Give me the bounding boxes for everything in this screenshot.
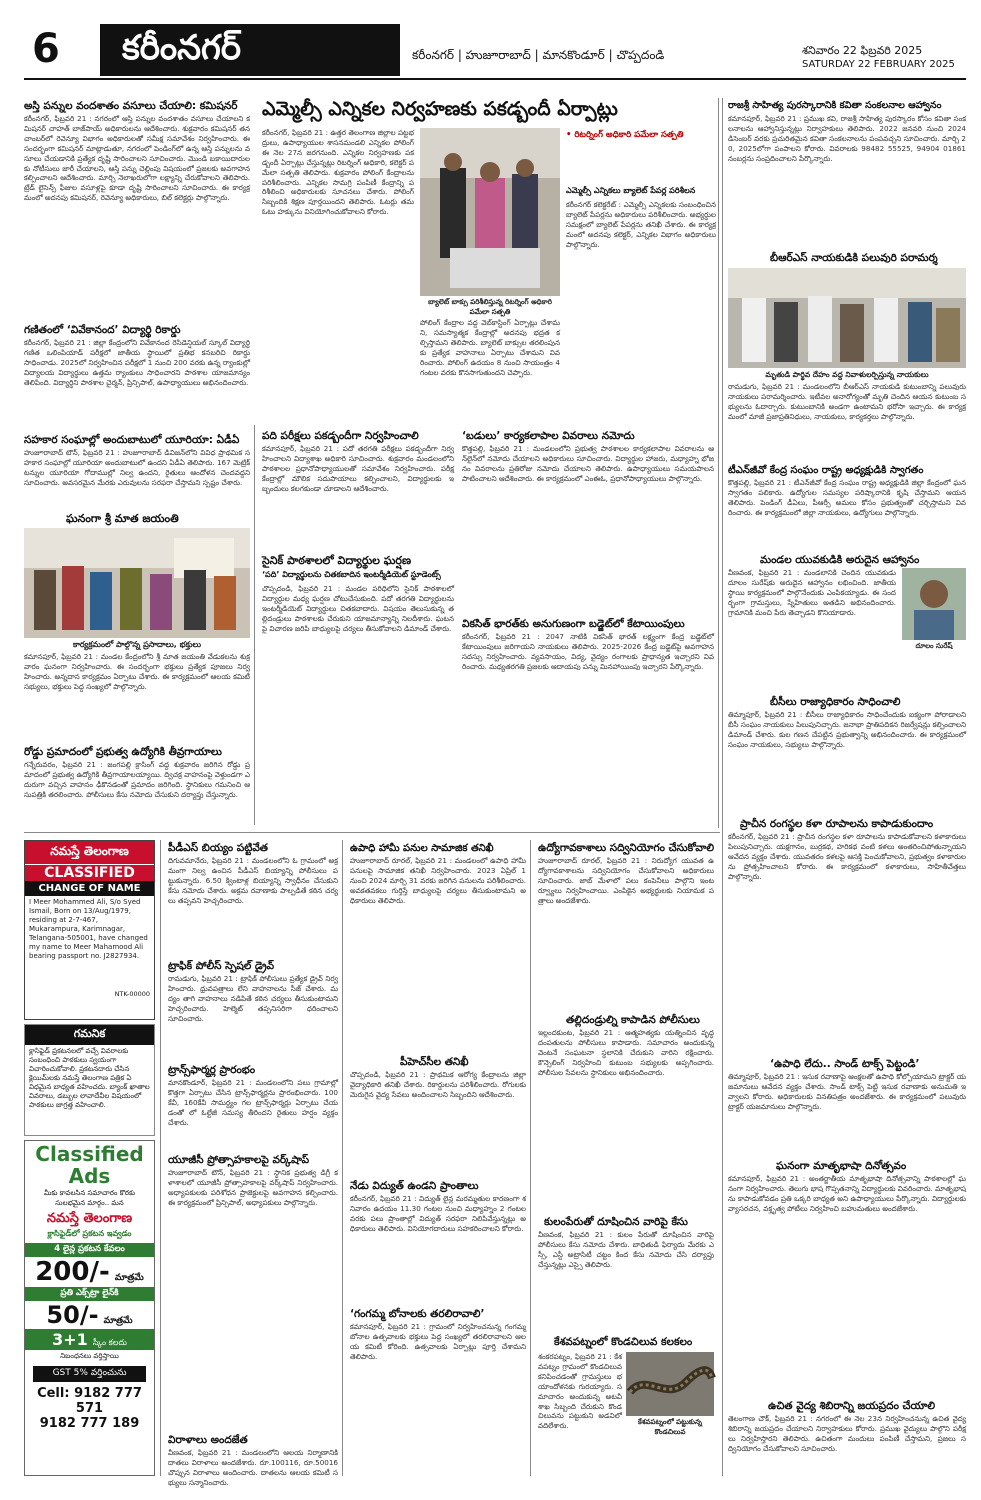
headline: బీసీలు రాజ్యాధికారం సాధించాలి (770, 696, 901, 708)
section-divider (24, 832, 720, 833)
event-photo (24, 528, 250, 638)
contact-phone-1: Cell: 9182 777 571 (37, 1386, 142, 1416)
date-box (802, 44, 955, 72)
promo-title: Classified Ads (35, 1142, 144, 1188)
article-body: కమానపూర్, ఫిబ్రవరి 21 : మండల కేంద్రంలోని శ్రీ మాత జయంతి వేడుకలను శుక్రవారం ఘనంగా నిర్వహించారు. ఈ సందర్భంగా భక్తులు ప్రత్యేక పూజలు నిర్వహించారు. అన్నదాన కార్యక్రమం ఏర్పాటు చేశారు. ఈ కార్యక్రమంలో ఆలయ కమిటీ సభ్యులు, భక్తులు పెద్ద సంఖ్యలో పాల్గొన్నారు. (24, 652, 250, 691)
event-photo-svg (24, 528, 250, 638)
headline: ట్రాఫిక్ పోలీస్ స్పెషల్ డ్రైవ్ (168, 960, 275, 972)
lead-headline: ఎమ్మెల్సీ ఎన్నికల నిర్వహణకు పకడ్బందీ ఏర్పాట్లు (262, 98, 618, 120)
promo-brand: నమస్తే తెలంగాణ (46, 1211, 133, 1226)
article-body: కొత్తపల్లి, ఫిబ్రవరి 21 : టీఎన్‌జీవో కేంద్ర సంఘం రాష్ట్ర అధ్యక్షుడికి జిల్లా కేంద్రంలో ఘన స్వాగతం పలికారు. ఉద్యోగుల సమస్యల పరిష్కారానికి కృషి చేస్తామని ఆయన తెలిపారు. పెండింగ్ డీఏలు, పీఆర్సీ అమలు కోసం ప్రభుత్వంతో చర్చిస్తామని వివరించారు. ఈ కార్యక్రమంలో జిల్లా నాయకులు, ఉద్యోగులు పాల్గొన్నారు. (728, 478, 966, 517)
headline: రోడ్డు ప్రమాదంలో ప్రభుత్వ ఉద్యోగికి తీవ్రగాయాలు (24, 746, 222, 758)
contact-phone-2: 9182 777 189 (39, 1416, 140, 1431)
date-english: SATURDAY 22 FEBRUARY 2025 (802, 59, 955, 70)
ad-body: I Meer Mohammed Ali, S/o Syed Ismail, Born on 13/Aug/1979, residing at 2-7-467, Mukarampura, Karimnagar, Telangana-505001, have changed my name to Meer Mahamood Ali bearing passport no. J2827934. (29, 898, 148, 960)
portrait-photo-svg (902, 568, 966, 640)
python-photo (626, 1352, 714, 1416)
article-body: వీణవంక, ఫిబ్రవరి 21 : మండలానికి చెందిన యువకుడు దూలం సురేష్‌కు అరుదైన ఆహ్వానం లభించింది. జాతీయ స్థాయి కార్యక్రమంలో పాల్గొనేందుకు ఎంపికయ్యాడు. ఈ సందర్భంగా గ్రామస్తులు, స్నేహితులు అతడిని అభినందించారు. గ్రామానికి మంచి పేరు తెచ్చాడని కొనియాడారు. (728, 568, 896, 617)
date-telugu: శనివారం 22 ఫిబ్రవరి 2025 (802, 44, 923, 57)
lead-body: కరీంనగర్, ఫిబ్రవరి 21 : ఉత్తర తెలంగాణ జిల్లాల పట్టభద్రులు, ఉపాధ్యాయుల శాసనమండలి ఎన్నికల పోలింగ్ ఈ నెల 27న జరగనుంది. ఎన్నికల నిర్వహణకు పకడ్బందీ ఏర్పాట్లు చేస్తున్నట్లు రిటర్నింగ్ అధికారి, కలెక్టర్ పమేలా సత్పతి తెలిపారు. శుక్రవారం పోలింగ్ కేంద్రాలను పరిశీలించారు. ఎన్నికల సామగ్రి పంపిణీ కేంద్రాన్ని పరిశీలించి అధికారులకు సూచనలు చేశారు. పోలింగ్ సిబ్బందికి శిక్షణ పూర్తయిందని తెలిపారు. ఓటర్లు తమ ఓటు హక్కును వినియోగించుకోవాలని కోరారు. (262, 128, 414, 217)
photo-caption: మృతుడి పార్థివ దేహం వద్ద నివాళులర్పిస్తున్న నాయకులు (765, 370, 929, 379)
column-divider (718, 98, 719, 828)
column-divider (254, 425, 255, 825)
article-body: శంకరపట్నం, ఫిబ్రవరి 21 : కేశవపట్నం గ్రామంలో కొండచిలువ కనిపించడంతో గ్రామస్తులు భయాందోళనకు గురయ్యారు. సమాచారం అందుకున్న అటవీ శాఖ సిబ్బంది చేరుకుని కొండచిలువను పట్టుకుని అడవిలో వదిలేశారు. (538, 1352, 622, 1431)
lead-side-body: కరీంనగర్ కలెక్టరేట్ : ఎమ్మెల్సీ ఎన్నికలకు సంబంధించిన బ్యాలెట్ పేపర్లను అధికారులు పరిశీలించారు. అభ్యర్థుల సమక్షంలో బ్యాలెట్ పేపర్లను తనిఖీ చేశారు. ఈ కార్యక్రమంలో అదనపు కలెక్టర్, ఎన్నికల విభాగం అధికారులు పాల్గొన్నారు. (566, 200, 716, 249)
article-body: హుజూరాబాద్ టౌన్, ఫిబ్రవరి 21 : హుజూరాబాద్ డివిజన్‌లోని వివిధ ప్రాథమిక సహకార సంఘాల్లో యూరియా అందుబాటులో ఉందని ఏడీఏ తెలిపారు. 167 మెట్రిక్ టన్నుల యూరియా గోదాముల్లో నిల్వ ఉందని, రైతులు ఆందోళన చెందవద్దని సూచించారు. అవసరమైన మేరకు ఎరువులను సరఫరా చేస్తామని స్పష్టం చేశారు. (24, 448, 250, 487)
python-photo-svg (626, 1352, 714, 1416)
article-body: తిమ్మాపూర్, ఫిబ్రవరి 21 : ఇసుక రవాణాపై ఆంక్షలతో ఉపాధి కోల్పోయామని ట్రాక్టర్ యజమానులు ఆవేదన వ్యక్తం చేశారు. సాండ్ టాక్స్ పెట్టి ఇసుక రవాణాకు అనుమతి ఇవ్వాలని కోరారు. అధికారులకు వినతిపత్రం అందజేశారు. ఈ కార్యక్రమంలో పలువురు ట్రాక్టర్ యజమానులు పాల్గొన్నారు. (728, 1072, 966, 1111)
article-body: హుజూరాబాద్ టౌన్, ఫిబ్రవరి 21 : స్థానిక ప్రభుత్వ డిగ్రీ కళాశాలలో యూజీసీ ప్రోత్సాహకాలపై వర్క్‌షాప్ నిర్వహించారు. అధ్యాపకులకు పరిశోధన ప్రాజెక్టులపై అవగాహన కల్పించారు. ఈ కార్యక్రమంలో ప్రిన్సిపాల్, అధ్యాపకులు పాల్గొన్నారు. (168, 1168, 338, 1207)
promo-line1: మీకు కావలసిన సమాచారం కొరకు సులభమైన మార్గం.. మన (43, 1189, 136, 1207)
headline: కేశవపట్నంలో కొండచిలువ కలకలం (554, 1336, 693, 1348)
headline: పీడీఎస్ బియ్యం పట్టివేత (168, 842, 268, 854)
promo-line2: క్లాసిఫైడ్‌లో ప్రకటన ఇవ్వడం (47, 1229, 132, 1238)
offer1-suffix: మాత్రమే (114, 1273, 144, 1283)
headline: రాజశ్రీ సాహిత్య పురస్కారానికి కవితా సంకలనాల ఆహ్వానం (728, 100, 942, 111)
portrait-caption: దూలం సురేష్ (915, 642, 953, 650)
headline: ఘనంగా శ్రీ మాత జయంతి (66, 512, 179, 525)
gst-note: GST 5% వర్తించును (33, 1366, 146, 1382)
ad-brand: నమస్తే తెలంగాణ (25, 841, 154, 864)
ad-label: CLASSIFIED (25, 864, 154, 881)
article-body: కమానపూర్, ఫిబ్రవరి 21 : అంతర్జాతీయ మాతృభాషా దినోత్సవాన్ని పాఠశాలల్లో ఘనంగా నిర్వహించారు. తెలుగు భాష గొప్పతనాన్ని విద్యార్థులకు వివరించారు. మాతృభాషను కాపాడుకోవడం ప్రతి ఒక్కరి బాధ్యత అని ఉపాధ్యాయులు పేర్కొన్నారు. విద్యార్థులకు వ్యాసరచన, వక్తృత్వ పోటీలు నిర్వహించి బహుమతులు అందజేశారు. (728, 1174, 966, 1213)
article-body: కమానపూర్, ఫిబ్రవరి 21 : పదో తరగతి పరీక్షలు పకడ్బందీగా నిర్వహించాలని విద్యాశాఖ అధికారి సూచించారు. శుక్రవారం మండలంలోని పాఠశాలల ప్రధానోపాధ్యాయులతో సమావేశం నిర్వహించారు. పరీక్ష కేంద్రాల్లో మౌలిక సదుపాయాలు కల్పించాలని, విద్యార్థులకు ఇబ్బందులు కలగకుండా చూడాలని ఆదేశించారు. (262, 444, 454, 493)
page-number: 6 (32, 26, 60, 72)
lead-photo-svg (420, 128, 560, 296)
photo-caption: కార్యక్రమంలో పాల్గొన్న ప్రసాదాలు, భక్తులు (72, 640, 202, 649)
column-divider (342, 840, 343, 1476)
article-body: వీణవంక, ఫిబ్రవరి 21 : మండలంలోని ఆలయ నిర్మాణానికి దాతలు విరాళాలు అందజేశారు. రూ.100116, రూ.50016 చొప్పున విరాళాలు అందించారు. దాతలను ఆలయ కమిటీ సభ్యులు సన్మానించారు. (168, 1448, 338, 1487)
masthead-rule (24, 78, 966, 80)
notice-box (24, 1024, 155, 1136)
notice-body: క్లాసిఫైడ్ ప్రకటనలలో వచ్చే వివరాలకు సంబంధించి పాఠకులు స్వయంగా విచారించుకోవాలి. ప్రకటనదారు చేసిన క్లెయిమ్‌లకు నమస్తే తెలంగాణ పత్రిక ఏ విధమైన బాధ్యత వహించదు. బ్యాంక్ ఖాతాల వివరాలు, డబ్బుల లావాదేవీల విషయంలో పాఠకులు జాగ్రత్త వహించాలి. (29, 1047, 150, 1109)
article-body: తిమ్మాపూర్, ఫిబ్రవరి 21 : బీసీలు రాజ్యాధికారం సాధించేందుకు ఐక్యంగా పోరాడాలని బీసీ సంఘం నాయకులు పిలుపునిచ్చారు. జనాభా ప్రాతిపదికన రిజర్వేషన్లు కల్పించాలని డిమాండ్ చేశారు. కుల గణన చేపట్టిన ప్రభుత్వాన్ని అభినందించారు. ఈ కార్యక్రమంలో సంఘం నాయకులు, సభ్యులు పాల్గొన్నారు. (728, 710, 966, 749)
offer2-price: 50/- (46, 1301, 99, 1329)
headline: అస్తి పన్నుల వందశాతం వసూలు చేయాలి: కమిషనర్ (24, 100, 238, 112)
lead-sidehead: ఎమ్మెల్సీ ఎన్నికలు బ్యాలెట్ పేపర్ల పరిశీలన (566, 186, 696, 195)
notice-heading: గమనిక (25, 1025, 154, 1045)
offer1-price: 200/- (35, 1257, 110, 1287)
article-body: హుజూరాబాద్ రూరల్, ఫిబ్రవరి 21 : నిరుద్యోగ యువత ఉద్యోగావకాశాలను సద్వినియోగం చేసుకోవాలని అధికారులు సూచించారు. జాబ్ మేళాలో పలు కంపెనీలు పాల్గొని ఇంటర్వ్యూలు నిర్వహించాయి. ఎంపికైన అభ్యర్థులకు నియామక పత్రాలు అందజేశారు. (538, 856, 714, 905)
masthead (0, 0, 981, 76)
headline: పీహెచ్‌సీల తనిఖీ (400, 1056, 469, 1068)
headline: మండల యువకుడికి అరుదైన ఆహ్వానం (760, 554, 920, 566)
headline: ‘బడులు’ కార్యకలాపాల వివరాలు నమోదు (462, 430, 635, 442)
article-body: కమానపూర్, ఫిబ్రవరి 21 : ప్రముఖ కవి, రాజశ్రీ సాహిత్య పురస్కారం కోసం కవితా సంకలనాలను ఆహ్వానిస్తున్నట్లు నిర్వాహకులు తెలిపారు. 2022 జనవరి నుంచి 2024 డిసెంబర్ వరకు ప్రచురితమైన కవితా సంకలనాలను పంపవచ్చని సూచించారు. మార్చి 20, 2025లోగా పంపాలని కోరారు. వివరాలకు 98482 55525, 94904 01861 నంబర్లను సంప్రదించాలని పేర్కొన్నారు. (728, 114, 966, 163)
article-body: కొత్తపల్లి, ఫిబ్రవరి 21 : మండలంలోని ప్రభుత్వ పాఠశాలల కార్యకలాపాల వివరాలను ఆన్‌లైన్‌లో నమోదు చేయాలని అధికారులు సూచించారు. విద్యార్థుల హాజరు, మధ్యాహ్న భోజనం వివరాలను ప్రతిరోజు నమోదు చేయాలని తెలిపారు. ఉపాధ్యాయులు సమయపాలన పాటించాలని ఆదేశించారు. ఈ కార్యక్రమంలో ఎంఈఓ, ప్రధానోపాధ్యాయులు పాల్గొన్నారు. (462, 444, 714, 483)
combo-row (25, 1329, 154, 1350)
terms: నిబంధనలు వర్తిస్తాయి (60, 1352, 119, 1360)
article-body: కరీంనగర్, ఫిబ్రవరి 21 : ప్రాచీన రంగస్థల కళా రూపాలను కాపాడుకోవాలని కళాకారులు పిలుపునిచ్చారు. యక్షగానం, బుర్రకథ, హరికథ వంటి కళలు అంతరించిపోతున్నాయని ఆవేదన వ్యక్తం చేశారు. యువతరం కళలపై ఆసక్తి పెంచుకోవాలని, ప్రభుత్వం కళాకారులను ప్రోత్సహించాలని కోరారు. ఈ కార్యక్రమంలో కళాకారులు, సాహితీవేత్తలు పాల్గొన్నారు. (728, 832, 966, 881)
headline: సహకార సంఘాల్లో అందుబాటులో యూరియా: ఏడీఏ (24, 434, 240, 446)
lead-photo (420, 128, 560, 296)
headline: విరాళాలు అందజేత (168, 1434, 248, 1446)
article-body: కరీంనగర్, ఫిబ్రవరి 21 : విద్యుత్ లైన్ల మరమ్మతుల కారణంగా శనివారం ఉదయం 11.30 గంటల నుంచి మధ్యాహ్నం 2 గంటల వరకు పలు ప్రాంతాల్లో విద్యుత్ సరఫరా నిలిపివేస్తున్నట్లు అధికారులు తెలిపారు. వినియోగదారులు సహకరించాలని కోరారు. (350, 1194, 526, 1233)
article-body: రామడుగు, ఫిబ్రవరి 21 : ట్రాఫిక్ పోలీసులు ప్రత్యేక డ్రైవ్ నిర్వహించారు. ధ్రువపత్రాలు లేని వాహనాలను సీజ్ చేశారు. మద్యం తాగి వాహనాలు నడిపితే కఠిన చర్యలు తీసుకుంటామని హెచ్చరించారు. హెల్మెట్ తప్పనిసరిగా ధరించాలని సూచించారు. (168, 974, 338, 1023)
news-photo-svg (728, 268, 966, 368)
headline: గణితంలో ‘వివేకానంద’ విద్యార్థి రికార్డు (24, 324, 181, 336)
news-photo (728, 268, 966, 368)
offer2-price-row (25, 1301, 154, 1329)
edition-title: కరీంనగర్ (100, 24, 400, 76)
article-body: హుజూరాబాద్ రూరల్, ఫిబ్రవరి 21 : మండలంలో ఉపాధి హామీ పనులపై సామాజిక తనిఖీ నిర్వహించారు. 2023 ఏప్రిల్ 1 నుంచి 2024 మార్చి 31 వరకు జరిగిన పనులను పరిశీలించారు. అవకతవకలు గుర్తిస్తే బాధ్యులపై చర్యలు తీసుకుంటామని అధికారులు తెలిపారు. (350, 856, 526, 905)
column-divider (160, 840, 161, 1476)
headline: ట్రాన్స్‌ఫార్మర్ల ప్రారంభం (168, 1064, 256, 1076)
headline: తల్లిదండ్రుల్ని కాపాడిన పోలీసులు (566, 1014, 700, 1026)
article-body: కరీంనగర్, ఫిబ్రవరి 21 : జిల్లా కేంద్రంలోని వివేకానంద రెసిడెన్షియల్ స్కూల్ విద్యార్థి గణిత ఒలింపియాడ్ పరీక్షలో జాతీయ స్థాయిలో ప్రతిభ కనబరిచి రికార్డు సాధించాడు. 2025లో నిర్వహించిన పరీక్షలో 1 నుంచి 200 వరకు ఉన్న ర్యాంకుల్లో విద్యాలయ విద్యార్థులు ఉత్తమ ర్యాంకులు సాధించారని పాఠశాల యాజమాన్యం తెలిపింది. విద్యార్థిని పాఠశాల చైర్మన్, ప్రిన్సిపాల్, ఉపాధ్యాయులు అభినందించారు. (24, 338, 250, 387)
headline: ఉద్యోగావకాశాలు సద్వినియోగం చేసుకోవాలి (538, 842, 715, 854)
combo-value: 3+1 (52, 1330, 88, 1349)
article-body: కమానపూర్, ఫిబ్రవరి 21 : గ్రామంలో నిర్వహించనున్న గంగమ్మ బోనాల ఉత్సవాలకు భక్తులు పెద్ద సంఖ్యలో తరలిరావాలని ఆలయ కమిటీ కోరింది. ఉత్సవాలకు ఏర్పాట్లు పూర్తి చేశామని తెలిపారు. (350, 1322, 526, 1361)
article-body: చొప్పదండి, ఫిబ్రవరి 21 : మండల పరిధిలోని సైనిక్ పాఠశాలలో విద్యార్థుల మధ్య ఘర్షణ చోటుచేసుకుంది. పదో తరగతి విద్యార్థులను ఇంటర్మీడియెట్ విద్యార్థులు చితకబాదారు. విషయం తెలుసుకున్న తల్లిదండ్రులు పాఠశాలకు చేరుకుని యాజమాన్యాన్ని నిలదీశారు. ఘటనపై విచారణ జరిపి బాధ్యులపై చర్యలు తీసుకోవాలని డిమాండ్ చేశారు. (262, 584, 454, 633)
headline: వికసిత్ భారత్‌కు అనుగుణంగా బడ్జెట్‌లో కేటాయింపులు (462, 618, 685, 630)
ad-heading: CHANGE OF NAME (25, 881, 154, 896)
classified-promo-ad (24, 1140, 155, 1476)
edition-towns: కరీంనగర్ | హుజూరాబాద్ | మానకొండూర్ | చొప్పదండి (412, 48, 665, 62)
subheadline: ‘పది’ విద్యార్థులను చితకబాదిన ఇంటర్మీడియెట్ స్టూడెంట్స్ (262, 570, 441, 579)
headline: బీఆర్ఎస్ నాయకుడికి పలువురి పరామర్శ (770, 252, 938, 264)
headline: ‘గంగమ్మ బోనాలకు తరలిరావాలి’ (350, 1308, 485, 1320)
headline: ఉచిత వైద్య శిబిరాన్ని జయప్రదం చేయాలి (768, 1400, 936, 1412)
article-body: రామడుగు, ఫిబ్రవరి 21 : మండలంలోని బీఆర్ఎస్ నాయకుడి కుటుంబాన్ని పలువురు నాయకులు పరామర్శించారు. ఇటీవల అనారోగ్యంతో మృతి చెందిన ఆయన కుటుంబ సభ్యులను ఓదార్చారు. కుటుంబానికి అండగా ఉంటామని భరోసా ఇచ్చారు. ఈ కార్యక్రమంలో మాజీ ప్రజాప్రతినిధులు, నాయకులు, కార్యకర్తలు పాల్గొన్నారు. (728, 382, 966, 421)
headline: సైనిక్ పాఠశాలలో విద్యార్థుల ఘర్షణ (262, 554, 412, 567)
article-body: ఇల్లందకుంట, ఫిబ్రవరి 21 : ఆత్మహత్యకు యత్నించిన వృద్ధ దంపతులను పోలీసులు కాపాడారు. సమాచారం అందుకున్న వెంటనే సంఘటనా స్థలానికి చేరుకుని వారిని రక్షించారు. కౌన్సెలింగ్ నిర్వహించి కుటుంబ సభ్యులకు అప్పగించారు. పోలీసుల సేవలను స్థానికులు అభినందించారు. (538, 1028, 714, 1077)
article-body: కరీంనగర్, ఫిబ్రవరి 21 : నగరంలో ఆస్తి పన్నుల వందశాతం వసూలు చేయాలని కమిషనర్ చాహత్ బాజ్‌పాయ్ అధికారులను ఆదేశించారు. శుక్రవారం కమిషనర్ తన చాంబర్‌లో రెవెన్యూ విభాగం అధికారులతో సమీక్ష సమావేశం నిర్వహించారు. ఈ సందర్భంగా కమిషనర్ మాట్లాడుతూ, నగరంలో పెండింగ్‌లో ఉన్న ఆస్తి పన్నులను వసూలు చేయడానికి ప్రత్యేక దృష్టి సారించాలని సూచించారు. మొండి బకాయిదారులకు నోటీసులు జారీ చేయాలని, ఆస్తి పన్ను చెల్లింపు విషయంలో ప్రజలకు అవగాహన కల్పించాలని ఆదేశించారు. మార్చి నెలాఖరులోగా లక్ష్యాన్ని చేరుకోవాలని తెలిపారు. ట్రేడ్ లైసెన్స్ ఫీజుల వసూళ్లపై కూడా దృష్టి సారించాలని సూచించారు. ఈ కార్యక్రమంలో అదనపు కమిషనర్, రెవెన్యూ అధికారులు, బిల్ కలెక్టర్లు పాల్గొన్నారు. (24, 114, 250, 203)
headline: నేడు విద్యుత్ ఉండని ప్రాంతాలు (350, 1180, 479, 1192)
lead-subhead: • రిటర్నింగ్ అధికారి పమేలా సత్పతి (566, 130, 684, 140)
headline: యూజీసీ ప్రోత్సాహకాలపై వర్క్‌షాప్ (168, 1154, 310, 1166)
offer2-label: ప్రతి ఎక్స్‌ట్రా లైన్‌కి (25, 1287, 154, 1301)
headline: ‘ఉపాధి లేదు.. సాండ్ టాక్స్ పెట్టండి’ (770, 1058, 920, 1070)
article-body: చొప్పదండి, ఫిబ్రవరి 21 : ప్రాథమిక ఆరోగ్య కేంద్రాలను జిల్లా వైద్యాధికారి తనిఖీ చేశారు. రికార్డులను పరిశీలించారు. రోగులకు మెరుగైన వైద్య సేవలు అందించాలని సిబ్బందిని ఆదేశించారు. (350, 1070, 526, 1099)
article-body: వీణవంక, ఫిబ్రవరి 21 : కులం పేరుతో దూషించిన వారిపై పోలీసులు కేసు నమోదు చేశారు. బాధితుడి ఫిర్యాదు మేరకు ఎస్సీ, ఎస్టీ అట్రాసిటీ చట్టం కింద కేసు నమోదు చేసి దర్యాప్తు చేస్తున్నట్లు ఎస్సై తెలిపారు. (538, 1230, 714, 1269)
lead-photo-caption: బ్యాలెట్ బాక్సు పరిశీలిస్తున్న రిటర్నింగ్ అధికారి పమేలా సత్పతి (428, 298, 552, 316)
column-divider (722, 98, 723, 1476)
offer1-label: 4 లైన్ల ప్రకటన కేవలం (25, 1243, 154, 1257)
combo-text: స్కీం కలదు (92, 1338, 127, 1347)
portrait-photo (902, 568, 966, 640)
offer1-price-row (25, 1257, 154, 1287)
headline: కులంపేరుతో దూషించిన వారిపై కేసు (544, 1216, 688, 1228)
lead-body-continued: పోలింగ్ కేంద్రాల వద్ద వెబ్‌కాస్టింగ్ ఏర్పాట్లు చేశామని, సమస్యాత్మక కేంద్రాల్లో అదనపు భద్రత కల్పిస్తామని తెలిపారు. బ్యాలెట్ బాక్సుల తరలింపునకు ప్రత్యేక వాహనాలు ఏర్పాటు చేశామని వివరించారు. పోలింగ్ ఉదయం 8 నుంచి సాయంత్రం 4 గంటల వరకు కొనసాగుతుందని చెప్పారు. (420, 318, 560, 377)
headline: ఉపాధి హామీ పనుల సామాజిక తనిఖీ (350, 843, 494, 854)
headline: ప్రాచీన రంగస్థల కళా రూపాలను కాపాడుకుందాం (740, 818, 934, 830)
photo-caption: కేశవపట్నంలో పట్టుకున్న కొండచిలువ (638, 1418, 702, 1436)
article-body: తెలంగాణ చౌక్, ఫిబ్రవరి 21 : నగరంలో ఈ నెల 23న నిర్వహించనున్న ఉచిత వైద్య శిబిరాన్ని జయప్రదం చేయాలని నిర్వాహకులు కోరారు. ప్రముఖ వైద్యులు పాల్గొని పరీక్షలు నిర్వహిస్తారని తెలిపారు. ఉచితంగా మందులు పంపిణీ చేస్తామని, ప్రజలు సద్వినియోగం చేసుకోవాలని సూచించారు. (728, 1414, 966, 1453)
offer2-suffix: మాత్రమే (103, 1316, 133, 1326)
headline: టీఎన్‌జీవో కేంద్ర సంఘం రాష్ట్ర అధ్యక్షుడికి స్వాగతం (728, 465, 924, 476)
headline: ఘనంగా మాతృభాషా దినోత్సవం (776, 1160, 907, 1172)
article-body: దిగువమానేరు, ఫిబ్రవరి 21 : మండలంలోని ఓ గ్రామంలో అక్రమంగా నిల్వ ఉంచిన పీడీఎస్ బియ్యాన్ని పోలీసులు పట్టుకున్నారు. 6.50 క్వింటాళ్ల బియ్యాన్ని స్వాధీనం చేసుకుని కేసు నమోదు చేశారు. అక్రమ రవాణాకు పాల్పడితే కఠిన చర్యలు తప్పవని హెచ్చరించారు. (168, 856, 338, 905)
ad-code: NTK-00000 (114, 990, 150, 998)
article-body: గన్నేరువరం, ఫిబ్రవరి 21 : జంగపల్లి క్రాసింగ్ వద్ద శుక్రవారం జరిగిన రోడ్డు ప్రమాదంలో ప్రభుత్వ ఉద్యోగికి తీవ్రగాయాలయ్యాయి. ద్విచక్ర వాహనంపై వెళ్తుండగా ఎదురుగా వచ్చిన వాహనం ఢీకొనడంతో ప్రమాదం జరిగింది. స్థానికులు గమనించి ఆసుపత్రికి తరలించారు. పోలీసులు కేసు నమోదు చేసుకుని దర్యాప్తు చేస్తున్నారు. (24, 760, 250, 799)
headline: పది పరీక్షలు పకడ్బందీగా నిర్వహించాలి (262, 430, 419, 442)
classified-ad (24, 840, 155, 1020)
article-body: కరీంనగర్, ఫిబ్రవరి 21 : 2047 నాటికి వికసిత్ భారత్ లక్ష్యంగా కేంద్ర బడ్జెట్‌లో కేటాయింపులు జరిగాయని నాయకులు తెలిపారు. 2025-2026 కేంద్ర బడ్జెట్‌పై అవగాహన సదస్సు నిర్వహించారు. వ్యవసాయం, విద్య, వైద్యం రంగాలకు ప్రాధాన్యత ఇచ్చారని వివరించారు. మధ్యతరగతి ప్రజలకు ఆదాయపు పన్ను మినహాయింపు ఇచ్చారని పేర్కొన్నారు. (462, 632, 714, 671)
article-body: మానకొండూర్, ఫిబ్రవరి 21 : మండలంలోని పలు గ్రామాల్లో కొత్తగా ఏర్పాటు చేసిన ట్రాన్స్‌ఫార్మర్లను ప్రారంభించారు. 100కేవీ, 160కేవీ సామర్థ్యం గల ట్రాన్స్‌ఫార్మర్లు ఏర్పాటు చేయడంతో లో ఓల్టేజీ సమస్య తీరిందని రైతులు హర్షం వ్యక్తం చేశారు. (168, 1078, 338, 1127)
column-divider (530, 840, 531, 1476)
